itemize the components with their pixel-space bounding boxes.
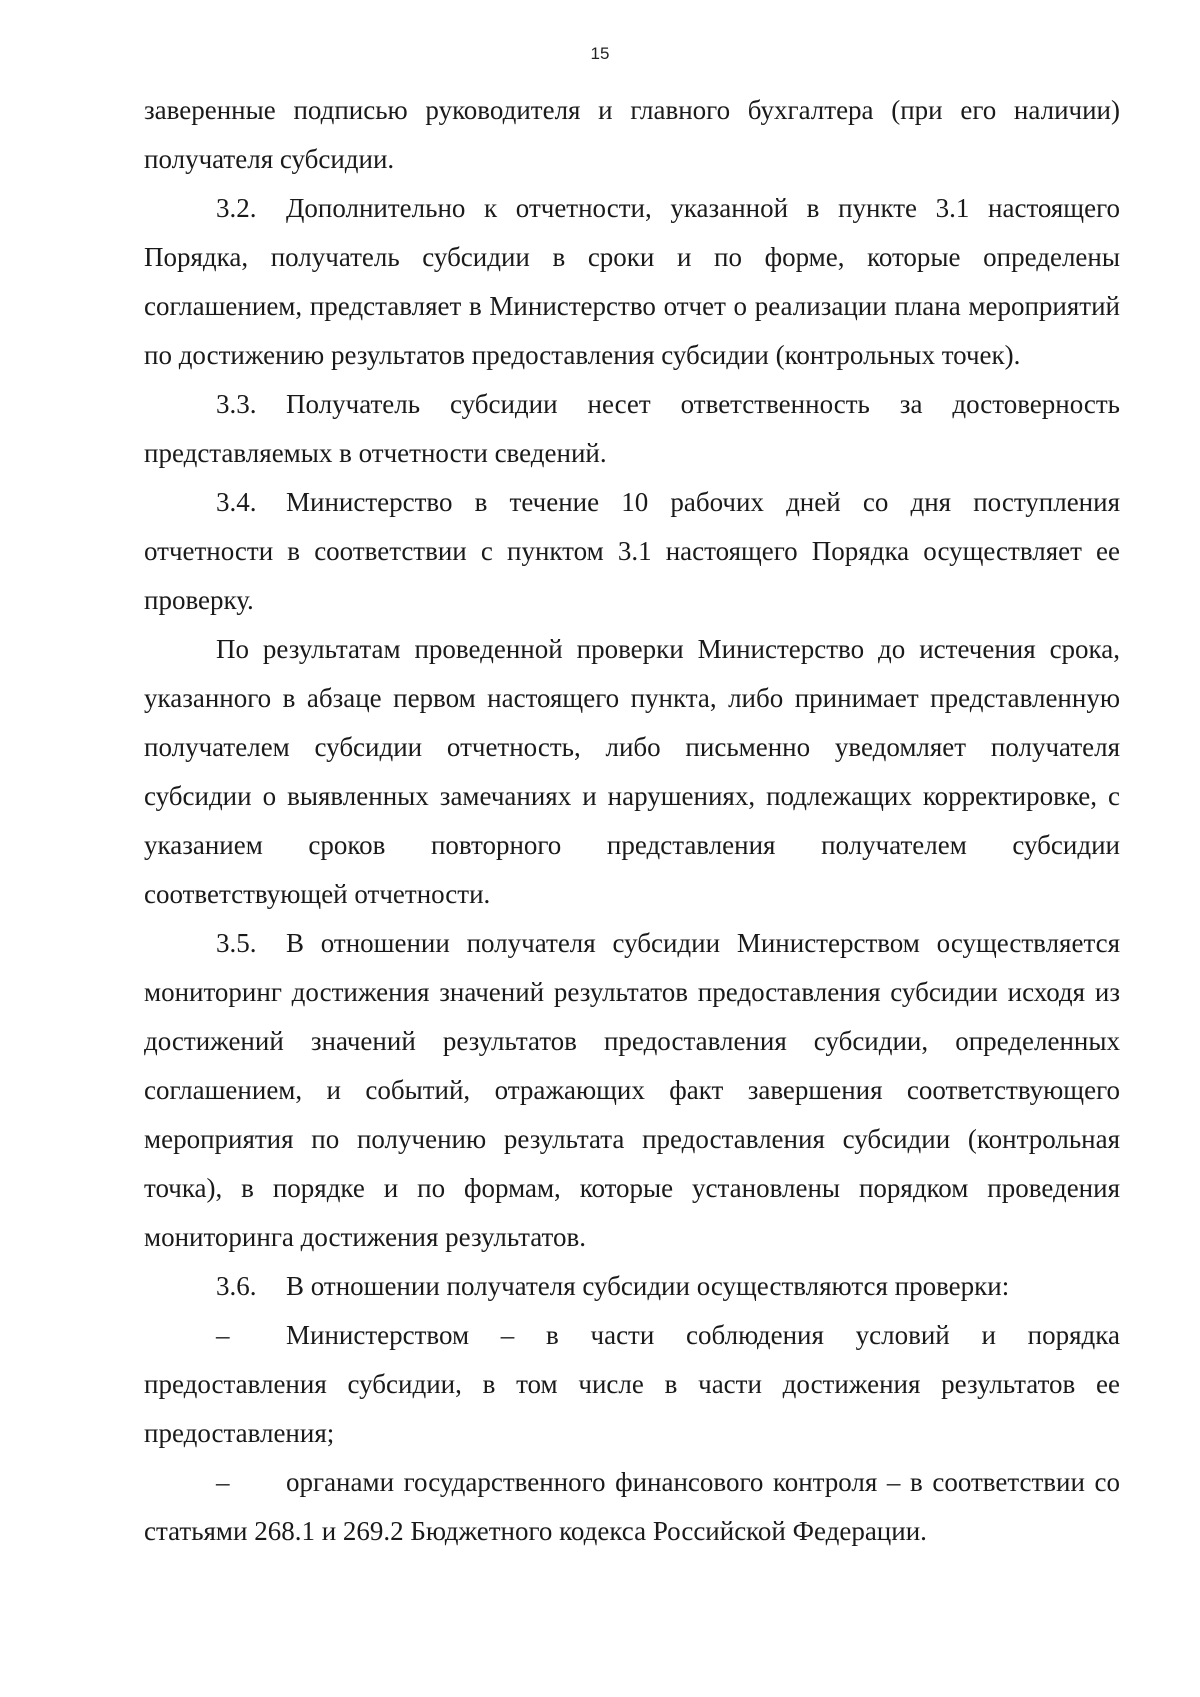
paragraph-text: Министерство в течение 10 рабочих дней со дня поступления отчетности в соответствии с пунктом 3.1 настоящего Порядка осуществляет ее проверку.: [144, 487, 1120, 615]
paragraph-number: 3.5.: [216, 928, 257, 958]
document-body: [144, 86, 1120, 1556]
paragraph-3-4-results: [144, 625, 1120, 919]
paragraph-text: органами государственного финансового контроля – в соответствии со статьями 268.1 и 269.2 Бюджетного кодекса Российской Федерации.: [144, 1467, 1120, 1546]
paragraph-number: 3.4.: [216, 487, 257, 517]
paragraph-3-5: [144, 919, 1120, 1262]
paragraph-3-4: [144, 478, 1120, 625]
paragraph-3-3: [144, 380, 1120, 478]
paragraph-number: 3.2.: [216, 193, 257, 223]
list-item-ministry: [144, 1311, 1120, 1458]
paragraph-number: 3.6.: [216, 1271, 257, 1301]
paragraph-3-6: [144, 1262, 1120, 1311]
paragraph-continuation: [144, 86, 1120, 184]
paragraph-3-2: [144, 184, 1120, 380]
paragraph-text: В отношении получателя субсидии Министерством осуществляется мониторинг достижения значений результатов предоставления субсидии исходя из достижений значений результатов предоставления субсидии, определенных соглашением, и событий, отражающих факт завершения соответствующего мероприятия по получению результата предоставления субсидии (контрольная точка), в порядке и по формам, которые установлены порядком проведения мониторинга достижения результатов.: [144, 928, 1120, 1252]
paragraph-text: Дополнительно к отчетности, указанной в пункте 3.1 настоящего Порядка, получатель субсидии в сроки и по форме, которые определены соглашением, представляет в Министерство отчет о реализации плана мероприятий по достижению результатов предоставления субсидии (контрольных точек).: [144, 193, 1120, 370]
paragraph-text: заверенные подписью руководителя и главного бухгалтера (при его наличии) получателя субсидии.: [144, 95, 1120, 174]
page-number: 15: [590, 44, 610, 63]
list-dash: –: [216, 1467, 230, 1497]
paragraph-number: 3.3.: [216, 389, 257, 419]
paragraph-text: Министерством – в части соблюдения условий и порядка предоставления субсидии, в том числе в части достижения результатов ее предоставления;: [144, 1320, 1120, 1448]
paragraph-text: Получатель субсидии несет ответственность за достоверность представляемых в отчетности сведений.: [144, 389, 1120, 468]
paragraph-text: По результатам проведенной проверки Министерство до истечения срока, указанного в абзаце первом настоящего пункта, либо принимает представленную получателем субсидии отчетность, либо письменно уведомляет получателя субсидии о выявленных замечаниях и нарушениях, подлежащих корректировке, с указанием сроков повторного представления получателем субсидии соответствующей отчетности.: [144, 634, 1120, 909]
list-item-control-bodies: [144, 1458, 1120, 1556]
list-dash: –: [216, 1320, 230, 1350]
paragraph-text: В отношении получателя субсидии осуществляются проверки:: [286, 1271, 1010, 1301]
